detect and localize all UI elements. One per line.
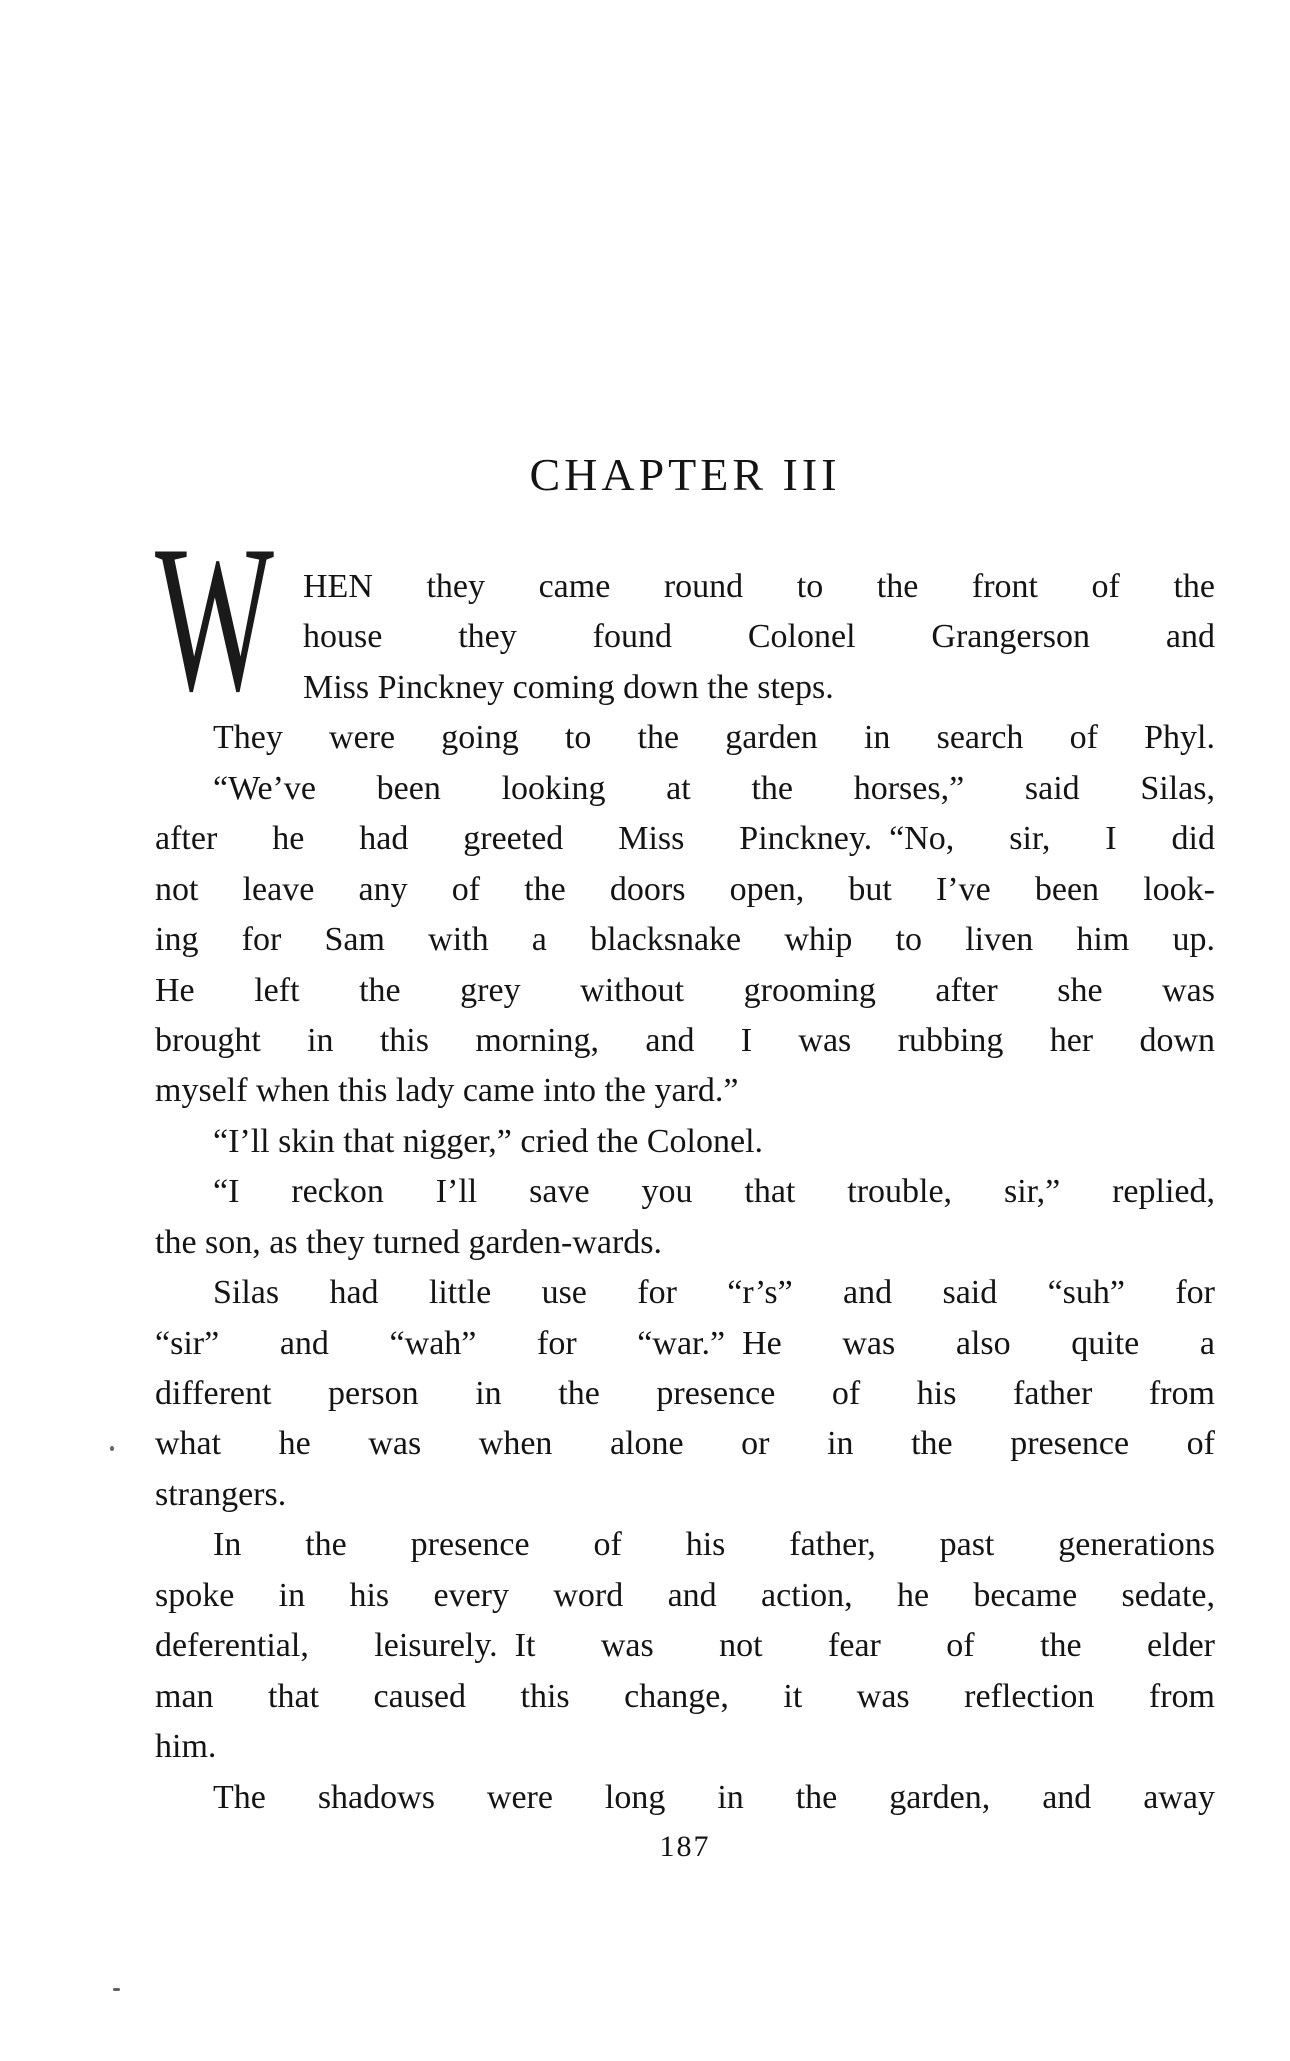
text-line: deferential, leisurely. It was not fear of the elder [155, 1627, 1215, 1665]
drop-cap [155, 503, 274, 735]
text-line: In the presence of his father, past generations [213, 1526, 1215, 1564]
text-line: after he had greeted Miss Pinckney. “No, sir, I did [155, 820, 1215, 858]
text-line: “I reckon I’ll save you that trouble, sir,” replied, [213, 1173, 1215, 1211]
text-line: HEN they came round to the front of the [303, 568, 1215, 605]
text-line: “sir” and “wah” for “war.” He was also quite a [155, 1324, 1215, 1362]
text-line: spoke in his every word and action, he became sedate, [155, 1576, 1215, 1614]
text-line: The shadows were long in the garden, and away [213, 1778, 1215, 1816]
text-line: “We’ve been looking at the horses,” said Silas, [213, 769, 1215, 807]
text-line: Miss Pinckney coming down the steps. [303, 668, 834, 706]
text-line: not leave any of the doors open, but I’ve been look- [155, 870, 1215, 908]
text-line: strangers. [155, 1475, 287, 1513]
text-line: “I’ll skin that nigger,” cried the Colonel. [213, 1122, 764, 1160]
chapter-heading: CHAPTER III [529, 449, 841, 500]
text-line: what he was when alone or in the presence of [155, 1425, 1215, 1463]
text-line: ing for Sam with a blacksnake whip to liven him up. [155, 921, 1215, 959]
text-line: house they found Colonel Grangerson and [303, 618, 1215, 656]
page-number: 187 [659, 1829, 711, 1863]
ink-speck [113, 1988, 120, 1991]
text-line: man that caused this change, it was reflection from [155, 1677, 1215, 1715]
text-line: myself when this lady came into the yard.” [155, 1072, 739, 1110]
text-line: him. [155, 1728, 217, 1766]
text-line: He left the grey without grooming after she was [155, 971, 1215, 1009]
ink-speck [110, 1446, 114, 1451]
text-line: Silas had little use for “r’s” and said “suh” for [213, 1274, 1215, 1312]
text-line: the son, as they turned garden-wards. [155, 1223, 663, 1261]
text-line: different person in the presence of his father from [155, 1375, 1215, 1412]
text-line: They were going to the garden in search of Phyl. [213, 719, 1215, 757]
text-line: brought in this morning, and I was rubbing her down [155, 1021, 1215, 1059]
drop-cap-letter: W [155, 503, 274, 735]
text-column [155, 449, 1215, 1863]
body-text [155, 503, 1215, 1823]
